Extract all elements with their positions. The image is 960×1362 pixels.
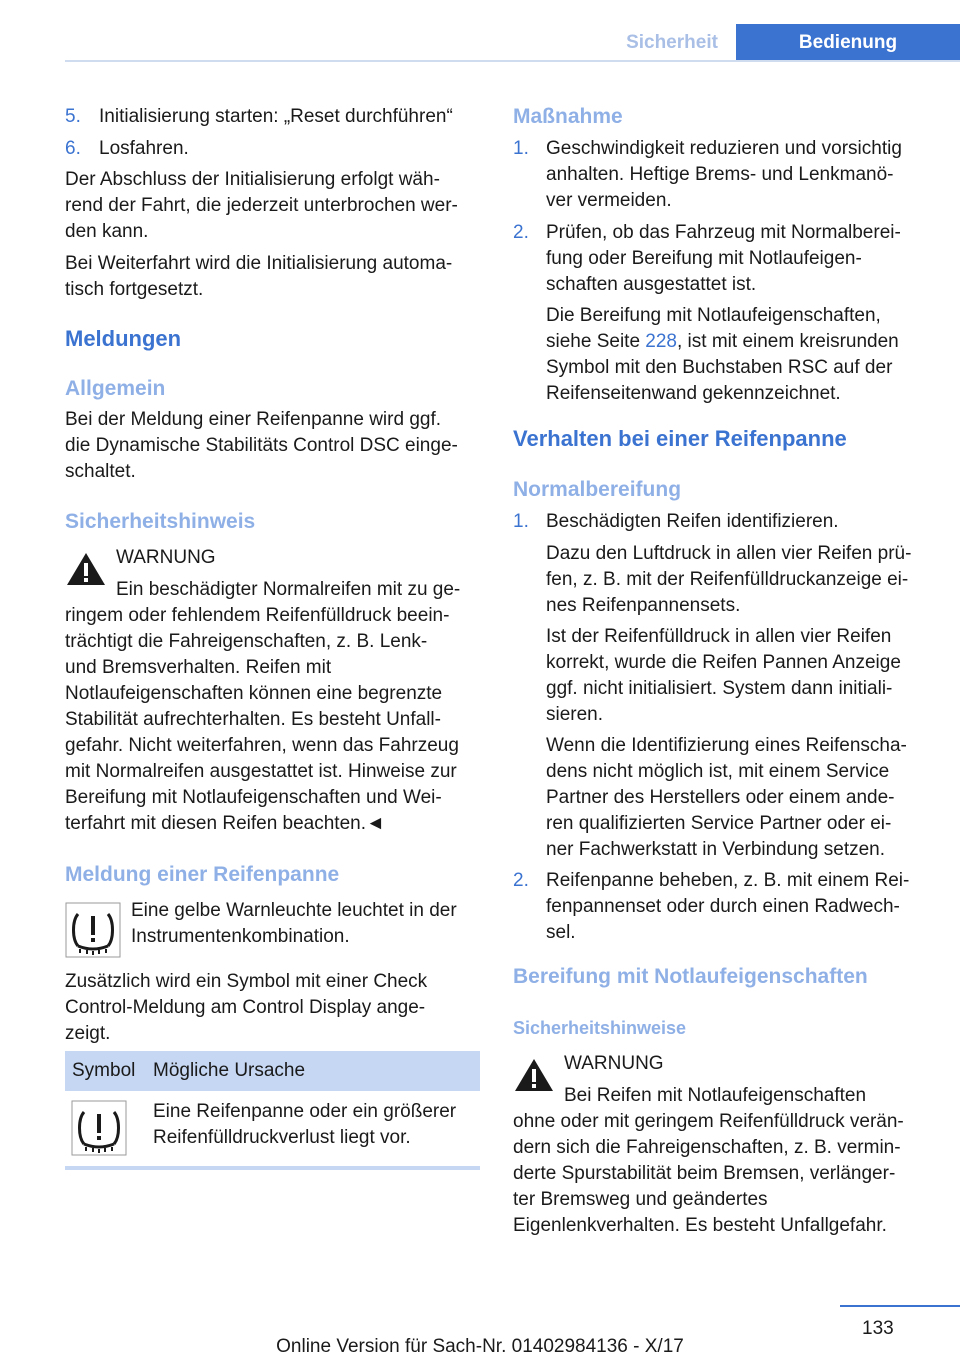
warning-line: Notlaufeigenschaften können eine begrenzte: [65, 683, 443, 704]
paragraph-line: nes Reifenpannensets.: [546, 595, 741, 616]
heading-sicherheitshinweise: Sicherheitshinweise: [513, 1018, 687, 1038]
tire-pressure-warning-icon: [65, 902, 121, 958]
heading-allgemein: Allgemein: [65, 377, 166, 400]
paragraph-line: sieren.: [546, 704, 604, 725]
paragraph-line: korrekt, wurde die Reifen Pannen Anzeige: [546, 652, 901, 673]
step-text: Initialisierung starten: „Reset durchführen“: [99, 106, 453, 127]
warning-line: dern sich die Fahreigenschaften, z. B. vermin-: [513, 1137, 901, 1158]
paragraph-line: Instrumentenkombination.: [131, 926, 350, 947]
warning-line: terfahrt mit diesen Reifen beachten.◄: [65, 813, 385, 834]
tire-pressure-warning-icon: [71, 1100, 127, 1156]
table-cell: Eine Reifenpanne oder ein größerer: [153, 1101, 457, 1122]
table-cell: Reifenfülldruckverlust liegt vor.: [153, 1127, 411, 1148]
step-text: Geschwindigkeit reduzieren und vorsichtig: [546, 138, 902, 159]
paragraph-line-with-link: [546, 329, 899, 355]
paragraph-line: Der Abschluss der Initialisierung erfolgt wäh-: [65, 169, 440, 190]
warning-line: ohne oder mit geringem Reifenfülldruck verän-: [513, 1111, 904, 1132]
paragraph-line: tisch fortgesetzt.: [65, 279, 204, 300]
step-text: sel.: [546, 922, 576, 943]
warning-line: trächtigt die Fahreigenschaften, z. B. Lenk-: [65, 631, 428, 652]
step-number: 1.: [513, 138, 529, 159]
text-fragment: , ist mit einem kreisrunden: [677, 331, 899, 352]
paragraph-line: fen, z. B. mit der Reifenfülldruckanzeige ei-: [546, 569, 909, 590]
paragraph-line: schaltet.: [65, 461, 136, 482]
tab-bedienung[interactable]: Bedienung: [736, 24, 960, 62]
paragraph-line: Bei Weiterfahrt wird die Initialisierung automa-: [65, 253, 453, 274]
paragraph-line: Eine gelbe Warnleuchte leuchtet in der: [131, 900, 457, 921]
warning-triangle-icon: [65, 551, 107, 587]
paragraph-line: die Dynamische Stabilitäts Control DSC einge-: [65, 435, 458, 456]
step-text: Prüfen, ob das Fahrzeug mit Normalberei-: [546, 222, 901, 243]
paragraph-line: zeigt.: [65, 1023, 111, 1044]
heading-meldung-reifenpanne: Meldung einer Reifenpanne: [65, 863, 340, 886]
paragraph-line: Dazu den Luftdruck in allen vier Reifen prü-: [546, 543, 912, 564]
step-text: Beschädigten Reifen identifizieren.: [546, 511, 839, 532]
table-header: [65, 1051, 480, 1091]
step-number: 2.: [513, 222, 529, 243]
warning-line: Bereifung mit Notlaufeigenschaften und Wei-: [65, 787, 442, 808]
text-fragment: siehe Seite: [546, 331, 646, 352]
warning-line: und Bremsverhalten. Reifen mit: [65, 657, 332, 678]
page-number: 133: [862, 1318, 894, 1339]
paragraph-line: ner Fachwerkstatt in Verbindung setzen.: [546, 839, 886, 860]
warning-title: WARNUNG: [564, 1053, 664, 1074]
step-number: 2.: [513, 870, 529, 891]
heading-sicherheitshinweis: Sicherheitshinweis: [65, 510, 256, 533]
step-number: 6.: [65, 138, 81, 159]
table-header-symbol: Symbol: [72, 1060, 136, 1081]
footer-rule: [840, 1305, 960, 1307]
step-text: ver vermeiden.: [546, 190, 672, 211]
paragraph-line: Die Bereifung mit Notlaufeigenschaften,: [546, 305, 881, 326]
warning-line: gefahr. Nicht weiterfahren, wenn das Fahrzeug: [65, 735, 459, 756]
step-number: 5.: [65, 106, 81, 127]
paragraph-line: Zusätzlich wird ein Symbol mit einer Check: [65, 971, 428, 992]
paragraph-line: Wenn die Identifizierung eines Reifenscha-: [546, 735, 907, 756]
heading-normalbereifung: Normalbereifung: [513, 478, 682, 501]
step-text: Reifenpanne beheben, z. B. mit einem Rei-: [546, 870, 910, 891]
heading-massnahme: Maßnahme: [513, 105, 623, 128]
warning-line: Stabilität aufrechterhalten. Es besteht Unfall-: [65, 709, 441, 730]
paragraph-line: Reifenseitenwand gekennzeichnet.: [546, 383, 841, 404]
paragraph-line: Control-Meldung am Control Display ange-: [65, 997, 426, 1018]
warning-line: mit Normalreifen ausgestattet ist. Hinweise zur: [65, 761, 457, 782]
paragraph-line: Ist der Reifenfülldruck in allen vier Reifen: [546, 626, 892, 647]
paragraph-line: Partner des Herstellers oder einem ande-: [546, 787, 895, 808]
step-text: fenpannenset oder durch einen Radwech-: [546, 896, 900, 917]
paragraph-line: rend der Fahrt, die jederzeit unterbrochen wer-: [65, 195, 458, 216]
paragraph-line: den kann.: [65, 221, 149, 242]
warning-line: Eigenlenkverhalten. Es besteht Unfallgefahr.: [513, 1215, 887, 1236]
warning-title: WARNUNG: [116, 547, 216, 568]
paragraph-line: dens nicht möglich ist, mit einem Service: [546, 761, 890, 782]
step-text: fung oder Bereifung mit Notlaufeigen-: [546, 248, 862, 269]
header-rule: [65, 60, 960, 62]
warning-line: derte Spurstabilität beim Bremsen, verlänger-: [513, 1163, 896, 1184]
heading-bereifung-notlauf: Bereifung mit Notlaufeigenschaften: [513, 965, 868, 988]
page-link-228[interactable]: 228: [645, 331, 677, 352]
warning-line: ter Bremsweg und geändertes: [513, 1189, 768, 1210]
paragraph-line: Symbol mit den Buchstaben RSC auf der: [546, 357, 893, 378]
warning-line: Bei Reifen mit Notlaufeigenschaften: [564, 1085, 867, 1106]
paragraph-line: Bei der Meldung einer Reifenpanne wird ggf.: [65, 409, 442, 430]
heading-verhalten-reifenpanne: Verhalten bei einer Reifenpanne: [513, 426, 847, 451]
step-text: schaften ausgestattet ist.: [546, 274, 757, 295]
table-header-ursache: Mögliche Ursache: [153, 1060, 306, 1081]
warning-line: ringem oder fehlendem Reifenfülldruck beein-: [65, 605, 450, 626]
tab-sicherheit[interactable]: Sicherheit: [626, 32, 718, 53]
heading-meldungen: Meldungen: [65, 326, 182, 351]
step-number: 1.: [513, 511, 529, 532]
step-text: anhalten. Heftige Brems- und Lenkmanö-: [546, 164, 894, 185]
paragraph-line: ggf. nicht initialisiert. System dann initiali-: [546, 678, 893, 699]
warning-triangle-icon: [513, 1057, 555, 1093]
online-version-note: Online Version für Sach-Nr. 01402984136 - X/17: [276, 1336, 684, 1357]
table-bottom-rule: [65, 1166, 480, 1170]
paragraph-line: ren qualifizierten Service Partner oder ei-: [546, 813, 892, 834]
step-text: Losfahren.: [99, 138, 189, 159]
warning-line: Ein beschädigter Normalreifen mit zu ge-: [116, 579, 461, 600]
